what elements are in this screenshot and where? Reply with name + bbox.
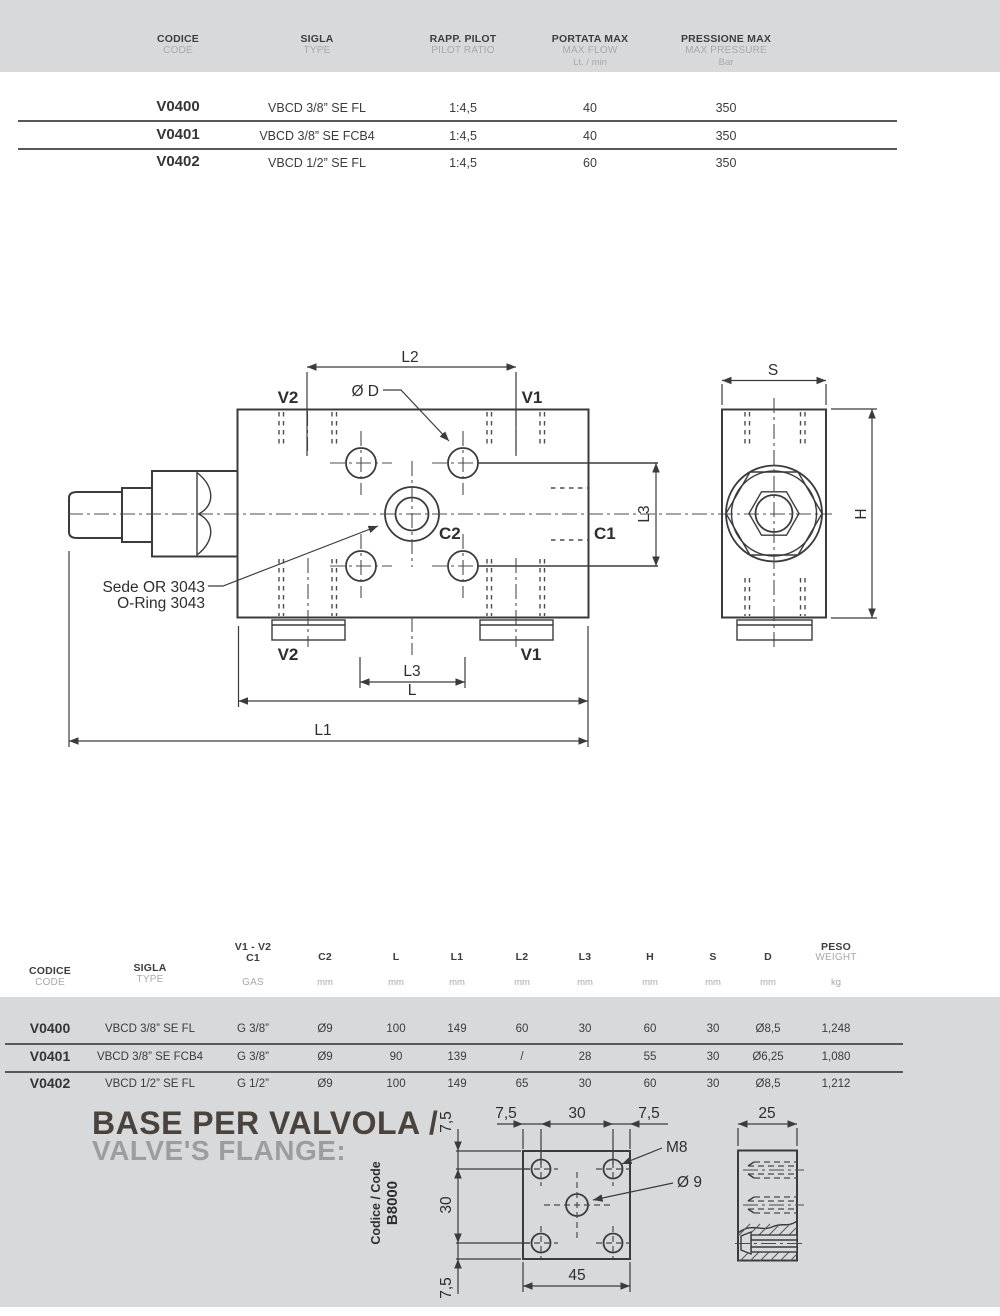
- col-unit: mm: [577, 977, 593, 988]
- cell-code: V0401: [156, 126, 200, 143]
- cell-h: 60: [643, 1023, 657, 1035]
- cell-s: 30: [706, 1023, 720, 1035]
- dim-label-l: L: [407, 682, 417, 699]
- flange-dim-75: 7,5: [438, 1277, 455, 1299]
- col-subheader: CODE: [35, 977, 65, 988]
- cell-s: 30: [706, 1051, 720, 1063]
- port-label-v2-top: V2: [277, 388, 299, 407]
- col-header: SIGLA: [300, 33, 334, 45]
- col-unit: mm: [642, 977, 658, 988]
- col-header: PORTATA MAX: [551, 33, 629, 45]
- col-header: SIGLA: [133, 962, 167, 974]
- cell-weight: 1,212: [821, 1078, 851, 1090]
- col-header: PRESSIONE MAX: [680, 33, 772, 45]
- col-subheader: TYPE: [303, 45, 331, 56]
- port-label-c2: C2: [439, 524, 461, 543]
- col-unit: mm: [760, 977, 776, 988]
- flange-code-value: B8000: [384, 1180, 401, 1226]
- port-label-v1-bottom: V1: [520, 645, 542, 664]
- cell-max-pressure: 350: [715, 156, 737, 170]
- cell-code: V0400: [29, 1020, 71, 1036]
- cell-pilot-ratio: 1:4,5: [449, 101, 477, 115]
- cell-gas: G 1/2”: [237, 1078, 269, 1090]
- col-header: H: [646, 951, 654, 963]
- flange-dim-75: 7,5: [438, 1111, 455, 1133]
- cell-l1: 149: [447, 1023, 467, 1035]
- cell-l: 90: [389, 1051, 403, 1063]
- col-header: L2: [515, 951, 529, 963]
- col-header: L3: [578, 951, 592, 963]
- col-subheader: WEIGHT: [815, 952, 857, 963]
- col-header: L1: [450, 951, 464, 963]
- col-subheader: TYPE: [136, 974, 164, 985]
- dim-label-h: H: [853, 508, 870, 520]
- cell-c2: Ø9: [317, 1078, 333, 1090]
- valve-side-view: [722, 398, 826, 650]
- port-label-v2-bottom: V2: [277, 645, 299, 664]
- cell-max-flow: 40: [583, 129, 597, 143]
- col-header: D: [764, 951, 772, 963]
- cell-max-pressure: 350: [715, 101, 737, 115]
- dim-label-s: S: [767, 362, 779, 379]
- cell-l3: 30: [578, 1023, 592, 1035]
- col-header: RAPP. PILOT: [429, 33, 497, 45]
- cell-type: VBCD 1/2” SE FL: [104, 1078, 196, 1090]
- cell-l1: 149: [447, 1078, 467, 1090]
- cell-code: V0402: [156, 153, 200, 170]
- cell-h: 55: [643, 1051, 657, 1063]
- dim-label-od: Ø D: [351, 383, 379, 400]
- flange-dim-75: 7,5: [638, 1105, 660, 1122]
- col-header: S: [709, 951, 717, 963]
- flange-label-m8: M8: [666, 1139, 688, 1156]
- cell-l1: 139: [447, 1051, 467, 1063]
- col-unit: Bar: [718, 57, 734, 68]
- col-unit: mm: [705, 977, 721, 988]
- cell-l: 100: [386, 1023, 406, 1035]
- col-header: PESO: [821, 941, 851, 953]
- cell-h: 60: [643, 1078, 657, 1090]
- cell-code: V0401: [29, 1048, 71, 1064]
- dim-label-l1: L1: [314, 722, 332, 739]
- cell-type: VBCD 1/2” SE FL: [268, 156, 366, 170]
- flange-label-d9: Ø 9: [677, 1174, 702, 1191]
- flange-title-it: BASE PER VALVOLA /: [92, 1105, 439, 1141]
- cell-max-pressure: 350: [715, 129, 737, 143]
- col-header: L: [392, 951, 400, 963]
- port-label-v1-top: V1: [521, 388, 543, 407]
- col-subheader: GAS: [242, 977, 264, 988]
- col-header: V1 - V2: [234, 941, 272, 953]
- flange-dim-30: 30: [438, 1196, 455, 1214]
- cell-l3: 30: [578, 1078, 592, 1090]
- flange-title-en: VALVE'S FLANGE:: [92, 1135, 347, 1166]
- cell-max-flow: 60: [583, 156, 597, 170]
- cell-pilot-ratio: 1:4,5: [449, 156, 477, 170]
- cell-l3: 28: [578, 1051, 592, 1063]
- col-header: CODICE: [28, 965, 72, 977]
- col-subheader: MAX FLOW: [562, 45, 618, 56]
- flange-dim-30: 30: [568, 1105, 586, 1122]
- dim-label-l3-vert: L3: [636, 505, 653, 523]
- cell-code: V0400: [156, 98, 200, 115]
- cell-d: Ø8,5: [755, 1078, 781, 1090]
- port-label-c1: C1: [594, 524, 616, 543]
- cell-type: VBCD 3/8” SE FL: [104, 1023, 196, 1035]
- col-unit: Lt. / min: [573, 57, 607, 68]
- col-subheader: MAX PRESSURE: [685, 45, 767, 56]
- cell-l: 100: [386, 1078, 406, 1090]
- cell-s: 30: [706, 1078, 720, 1090]
- seat-label-en: O-Ring 3043: [117, 595, 205, 612]
- cell-weight: 1,080: [821, 1051, 851, 1063]
- flange-dim-25: 25: [758, 1105, 776, 1122]
- cell-d: Ø6,25: [752, 1051, 784, 1063]
- seat-label-it: Sede OR 3043: [102, 579, 205, 596]
- dim-label-l2: L2: [401, 349, 419, 366]
- cell-c2: Ø9: [317, 1051, 333, 1063]
- cell-c2: Ø9: [317, 1023, 333, 1035]
- row-divider: [5, 1043, 903, 1045]
- cell-l2: 60: [515, 1023, 529, 1035]
- col-header: C2: [318, 951, 332, 963]
- cell-type: VBCD 3/8” SE FL: [268, 101, 366, 115]
- col-header: C1: [246, 952, 260, 964]
- flange-dim-45: 45: [568, 1267, 586, 1284]
- col-header: CODICE: [156, 33, 200, 45]
- col-unit: mm: [449, 977, 465, 988]
- cell-gas: G 3/8”: [237, 1051, 269, 1063]
- cell-l2: /: [520, 1051, 524, 1063]
- cell-weight: 1,248: [821, 1023, 851, 1035]
- row-divider: [5, 1071, 903, 1073]
- cell-pilot-ratio: 1:4,5: [449, 129, 477, 143]
- dim-label-l3-bottom: L3: [403, 663, 421, 680]
- flange-code-label: Codice / Code: [369, 1161, 383, 1245]
- cell-code: V0402: [29, 1075, 71, 1091]
- flange-dim-75: 7,5: [495, 1105, 517, 1122]
- col-unit: mm: [388, 977, 404, 988]
- cell-max-flow: 40: [583, 101, 597, 115]
- col-unit: kg: [830, 977, 842, 988]
- cell-type: VBCD 3/8” SE FCB4: [259, 129, 375, 143]
- col-subheader: CODE: [163, 45, 193, 56]
- col-unit: mm: [514, 977, 530, 988]
- col-subheader: PILOT RATIO: [431, 45, 495, 56]
- cell-d: Ø8,5: [755, 1023, 781, 1035]
- cell-gas: G 3/8”: [237, 1023, 269, 1035]
- cell-l2: 65: [515, 1078, 529, 1090]
- col-unit: mm: [317, 977, 333, 988]
- cell-type: VBCD 3/8” SE FCB4: [96, 1051, 204, 1063]
